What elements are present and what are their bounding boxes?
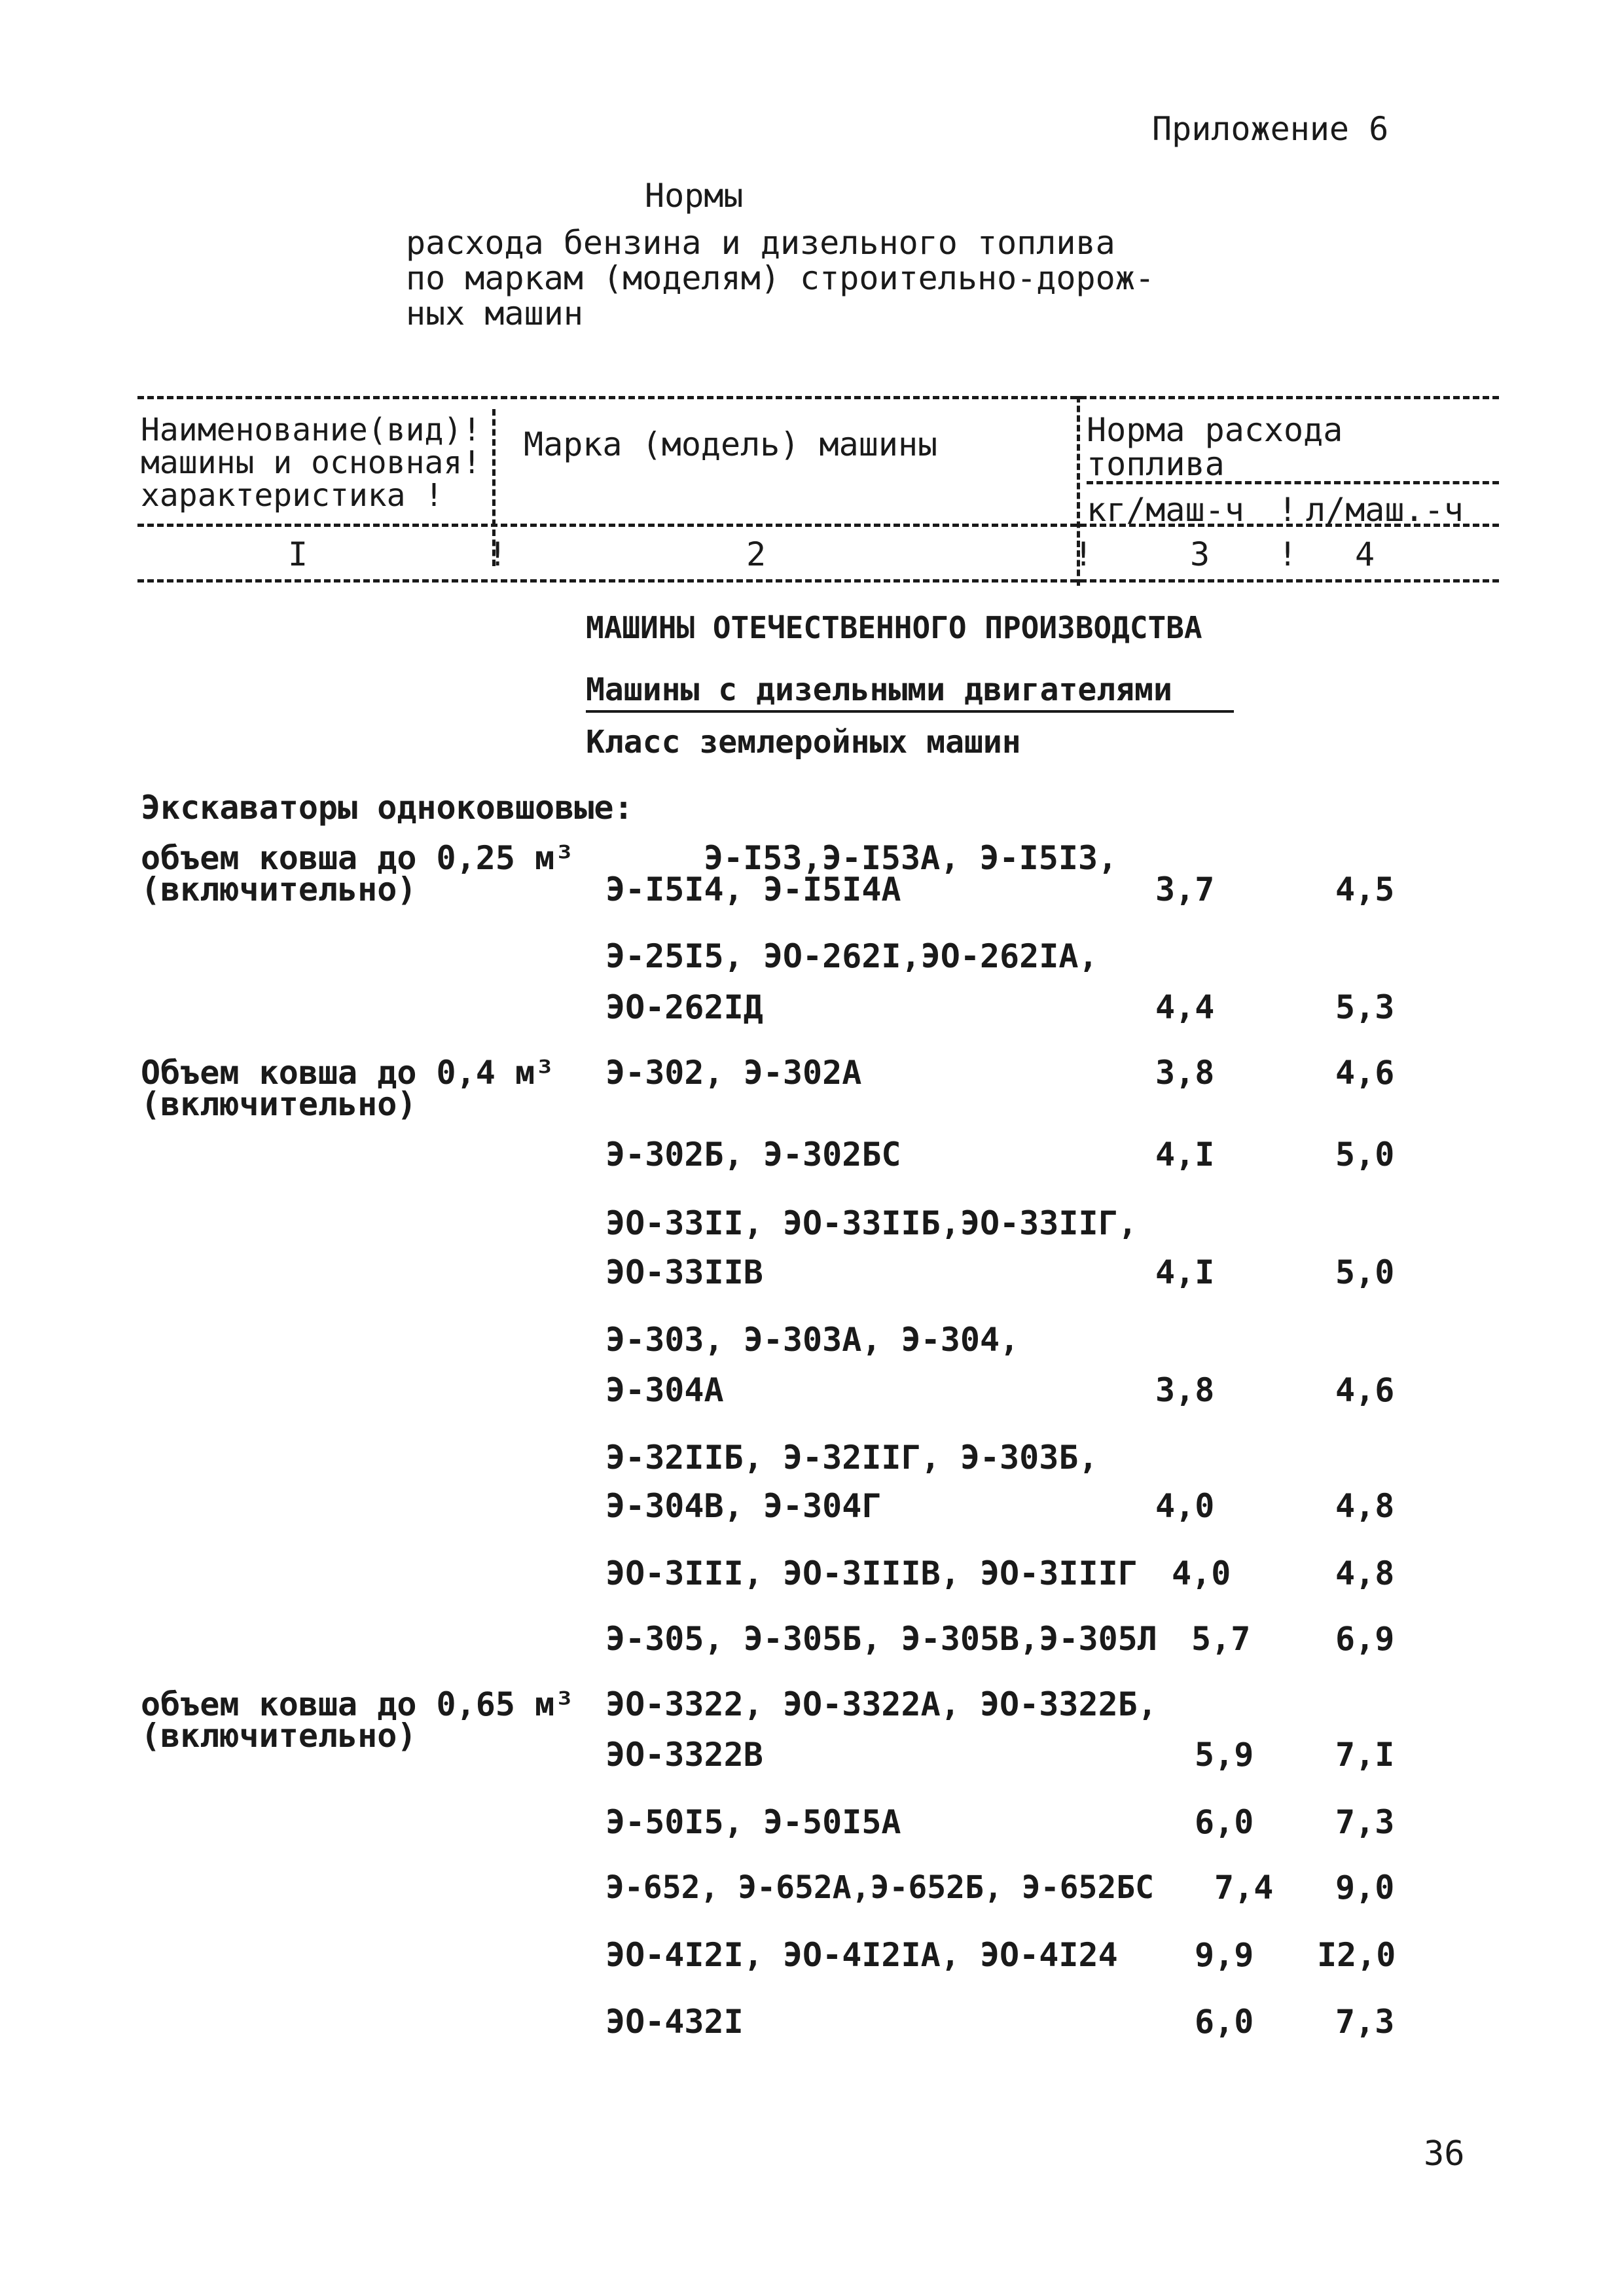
fuel-l-value: 5,0 [1335, 1253, 1395, 1291]
model-line: ЭО-432I [605, 2003, 744, 2041]
fuel-kg-value: 4,I [1155, 1136, 1215, 1174]
category-label: объем ковша до 0,25 м³ [141, 839, 575, 877]
model-line: Э-302, Э-302А [605, 1054, 862, 1092]
fuel-l-value: I2,0 [1317, 1936, 1396, 1974]
fuel-l-value: 4,8 [1335, 1554, 1395, 1592]
col2-header: Марка (модель) машины [524, 425, 938, 463]
col34-separator: ! [1278, 491, 1298, 529]
title-line: ных машин [406, 295, 583, 332]
group-title: Экскаваторы одноковшовые: [141, 789, 634, 827]
fuel-kg-value: 5,9 [1195, 1736, 1254, 1774]
fuel-kg-value: 4,0 [1155, 1487, 1215, 1525]
col1-header-line: характеристика ! [141, 477, 444, 514]
column-number: I [288, 535, 308, 573]
model-line: ЭО-3III, ЭО-3IIIВ, ЭО-3IIIГ [605, 1554, 1138, 1592]
fuel-l-value: 7,3 [1335, 2003, 1395, 2041]
model-line: Э-305, Э-305Б, Э-305В,Э-305Л [605, 1620, 1157, 1658]
fuel-l-value: 5,3 [1335, 988, 1395, 1026]
fuel-l-value: 4,8 [1335, 1487, 1395, 1525]
model-line: ЭО-33II, ЭО-33IIБ,ЭО-33IIГ, [605, 1204, 1138, 1242]
category-label: Объем ковша до 0,4 м³ [141, 1054, 555, 1092]
fuel-l-value: 7,I [1335, 1736, 1395, 1774]
model-line: Э-304А [605, 1371, 724, 1409]
fuel-kg-value: 4,0 [1172, 1554, 1231, 1592]
subheading-underline [586, 710, 1234, 713]
section-subheading: Машины с дизельными двигателями [586, 672, 1172, 708]
model-line: Э-I5I4, Э-I5I4А [605, 870, 901, 908]
fuel-kg-value: 5,7 [1191, 1620, 1251, 1658]
category-label: (включительно) [141, 1085, 417, 1123]
fuel-l-value: 6,9 [1335, 1620, 1395, 1658]
model-line: Э-302Б, Э-302БС [605, 1136, 901, 1174]
model-line: ЭО-3322, ЭО-3322А, ЭО-3322Б, [605, 1685, 1157, 1723]
category-label: (включительно) [141, 1717, 417, 1755]
class-heading: Класс землеройных машин [586, 724, 1021, 761]
column-number-separator: ! [1074, 535, 1094, 573]
fuel-l-value: 4,6 [1335, 1054, 1395, 1092]
appendix-label: Приложение 6 [1152, 110, 1389, 148]
column-number-separator: ! [1278, 535, 1298, 573]
category-label: объем ковша до 0,65 м³ [141, 1685, 575, 1723]
category-label: (включительно) [141, 870, 417, 908]
model-line: ЭО-262IД [605, 988, 763, 1026]
model-line: ЭО-4I2I, ЭО-4I2IА, ЭО-4I24 [605, 1936, 1118, 1974]
fuel-kg-value: 3,7 [1155, 870, 1215, 908]
column-number: 2 [746, 535, 767, 573]
fuel-l-value: 4,5 [1335, 870, 1395, 908]
fuel-l-value: 4,6 [1335, 1371, 1395, 1409]
header-bottom-rule [137, 579, 1499, 583]
fuel-l-value: 9,0 [1335, 1869, 1395, 1907]
col4-header: л/маш.-ч [1306, 491, 1464, 529]
model-line: ЭО-3322В [605, 1736, 763, 1774]
model-line: Э-304В, Э-304Г [605, 1487, 882, 1525]
title-line: расхода бензина и дизельного топлива [406, 224, 1115, 262]
fuel-kg-value: 7,4 [1214, 1869, 1274, 1907]
title-line: по маркам (моделям) строительно-дорож- [406, 259, 1155, 297]
model-line: Э-303, Э-303А, Э-304, [605, 1321, 1020, 1359]
fuel-kg-value: 3,8 [1155, 1371, 1215, 1409]
section-heading: МАШИНЫ ОТЕЧЕСТВЕННОГО ПРОИЗВОДСТВА [586, 610, 1202, 645]
column-number-separator: ! [488, 535, 508, 573]
fuel-l-value: 5,0 [1335, 1136, 1395, 1174]
col34-header-line: топлива [1087, 445, 1225, 483]
page-number: 36 [1424, 2134, 1465, 2174]
col1-header-line: машины и основная! [141, 444, 482, 481]
col1-header-line: Наименование(вид)! [141, 412, 482, 448]
column-number: 3 [1190, 535, 1210, 573]
fuel-l-value: 7,3 [1335, 1803, 1395, 1841]
fuel-kg-value: 3,8 [1155, 1054, 1215, 1092]
col34-header-line: Норма расхода [1087, 411, 1343, 449]
fuel-kg-value: 4,I [1155, 1253, 1215, 1291]
model-line: Э-652, Э-652А,Э-652Б, Э-652БС [605, 1869, 1155, 1906]
model-line: Э-I53,Э-I53А, Э-I5I3, [704, 839, 1118, 877]
table-top-rule [137, 396, 1499, 399]
model-line: Э-25I5, ЭО-262I,ЭО-262IА, [605, 937, 1098, 975]
col3-header: кг/маш-ч [1087, 491, 1244, 529]
model-line: ЭО-33IIВ [605, 1253, 763, 1291]
column-number: 4 [1355, 535, 1375, 573]
title-heading: Нормы [645, 177, 744, 215]
fuel-kg-value: 6,0 [1195, 2003, 1254, 2041]
model-line: Э-50I5, Э-50I5А [605, 1803, 901, 1841]
fuel-kg-value: 4,4 [1155, 988, 1215, 1026]
fuel-kg-value: 9,9 [1195, 1936, 1254, 1974]
fuel-kg-value: 6,0 [1195, 1803, 1254, 1841]
model-line: Э-32IIБ, Э-32IIГ, Э-303Б, [605, 1439, 1098, 1477]
